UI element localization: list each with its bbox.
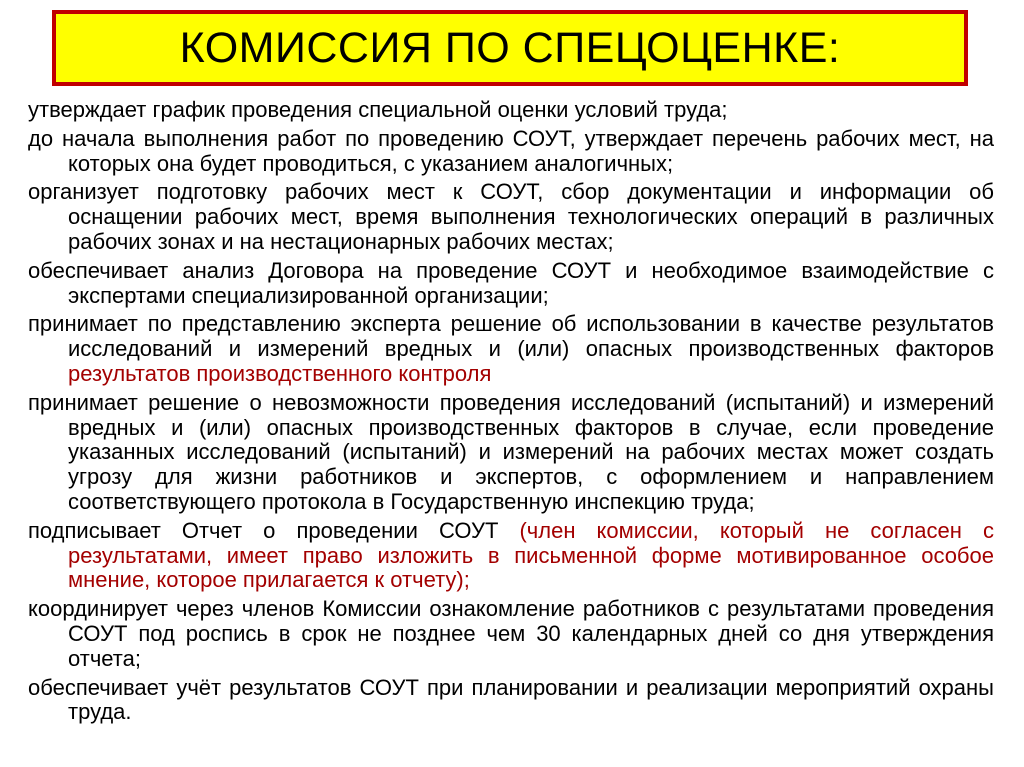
- slide-title: КОМИССИЯ ПО СПЕЦОЦЕНКЕ:: [179, 23, 841, 72]
- duty-text: обеспечивает учёт результатов СОУТ при планировании и реализации мероприятий охраны труда.: [28, 674, 994, 725]
- duty-text: до начала выполнения работ по проведению СОУТ, утверждает перечень рабочих мест, на которых она будет проводиться, с указанием аналогичных;: [28, 125, 994, 176]
- duty-text: принимает решение о невозможности проведения исследований (испытаний) и измерений вредных и (или) опасных производственных факторов в случае, если проведение указанных исследований (испытаний) и измерений на рабочих местах может создать угрозу для жизни работников и экспертов, с оформлением и направлением соответствующего протокола в Государственную инспекцию труда;: [28, 389, 994, 514]
- duties-list: [28, 98, 994, 725]
- duty-text: координирует через членов Комиссии ознакомление работников с результатами проведения СОУТ под роспись в срок не позднее чем 30 календарных дней со дня утверждения отчета;: [28, 596, 994, 671]
- duty-text: организует подготовку рабочих мест к СОУТ, сбор документации и информации об оснащении рабочих мест, время выполнения технологических операций в различных рабочих зонах и на нестационарных рабочих местах;: [28, 179, 994, 254]
- title-banner: [52, 10, 968, 86]
- duty-text: утверждает график проведения специальной оценки условий труда;: [28, 97, 728, 122]
- duty-highlight: (член комиссии, который не согласен с результатами, имеет право изложить в письменной форме мотивированное особое мнение, которое прилагается к отчету);: [68, 517, 994, 593]
- duty-item: [28, 127, 994, 177]
- duty-item: [28, 597, 994, 671]
- duty-item: [28, 519, 994, 593]
- duty-item: [28, 312, 994, 386]
- duty-item: [28, 259, 994, 309]
- duty-item: [28, 676, 994, 726]
- duty-highlight: результатов производственного контроля: [68, 360, 492, 386]
- duty-item: [28, 180, 994, 254]
- duty-text: обеспечивает анализ Договора на проведение СОУТ и необходимое взаимодействие с экспертами специализированной организации;: [28, 257, 994, 308]
- duty-item: [28, 391, 994, 515]
- duty-text: принимает по представлению эксперта решение об использовании в качестве результатов исследований и измерений вредных и (или) опасных производственных факторов: [28, 311, 994, 362]
- duty-item: [28, 98, 994, 123]
- duty-text: подписывает Отчет о проведении СОУТ: [28, 517, 520, 543]
